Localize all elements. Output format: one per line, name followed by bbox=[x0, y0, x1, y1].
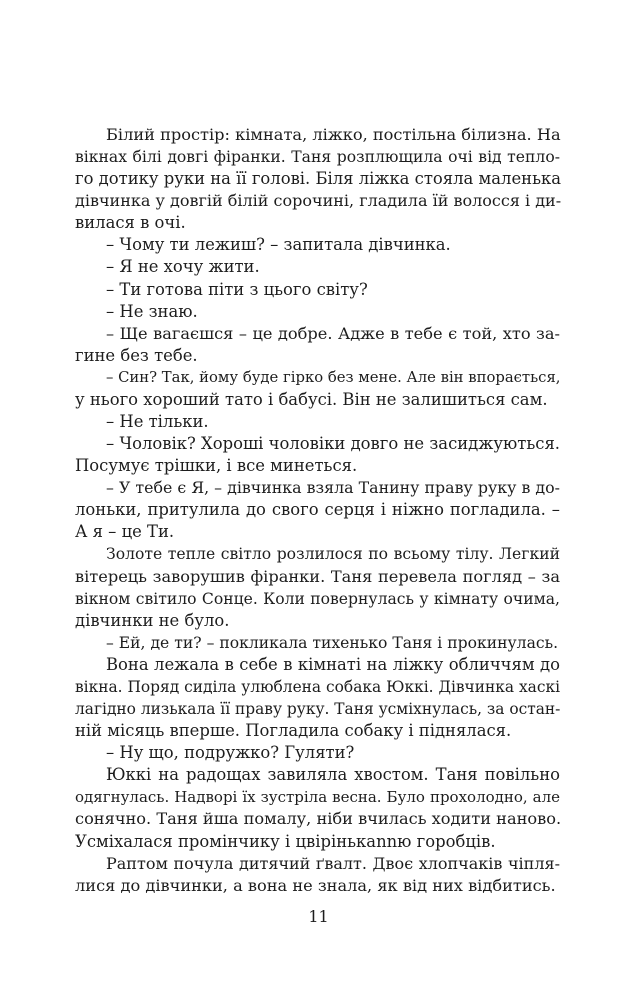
text-line: у нього хороший тато і бабусі. Він не залишиться сам. bbox=[75, 389, 548, 409]
text-line: Усміхалася промінчику і цвірінькannю горобців. bbox=[75, 831, 496, 851]
text-line: лагідно лизькала її праву руку. Таня усміхнулась, за остан- bbox=[75, 700, 561, 719]
text-line: лися до дівчинки, а вона не знала, як від них відбитись. bbox=[75, 875, 556, 895]
text-line: – Я не хочу жити. bbox=[106, 257, 260, 277]
text-line: – Не знаю. bbox=[106, 301, 198, 321]
text-line: Юккі на радощах завиляла хвостом. Таня повільно bbox=[106, 765, 560, 785]
text-line: Золоте тепле світло розлилося по всьому тілу. Легкий bbox=[106, 545, 560, 564]
text-line: вікнах білі довгі фіранки. Таня розплющила очі від тепло- bbox=[75, 148, 560, 167]
text-line: – Ей, де ти? – покликала тихенько Таня і прокинулась. bbox=[106, 633, 559, 652]
text-line: Посумує трішки, і все минеться. bbox=[75, 456, 358, 476]
text-line: лоньки, притулила до свого серця і ніжно погладила. – bbox=[75, 500, 560, 520]
text-line: – Чоловік? Хороші чоловіки довго не засиджуються. bbox=[106, 434, 560, 454]
text-line: – Ну що, подружко? Гуляти? bbox=[106, 743, 355, 763]
text-line: вікна. Поряд сиділа улюблена собака Юккі. Дівчинка хаскі bbox=[75, 677, 560, 696]
text-line: вилася в очі. bbox=[75, 213, 186, 233]
text-line: – Син? Так, йому буде гірко без мене. Але він впорається, bbox=[106, 368, 561, 386]
text-line: – У тебе є Я, – дівчинка взяла Танину праву руку в до- bbox=[106, 478, 560, 498]
text-line: – Чому ти лежиш? – запитала дівчинка. bbox=[106, 235, 451, 255]
text-line: гине без тебе. bbox=[75, 345, 198, 365]
text-line: одягнулась. Надворі їх зустріла весна. Було прохолодно, але bbox=[75, 788, 560, 807]
text-line: – Ти готова піти з цього світу? bbox=[106, 279, 368, 299]
page-number: 11 bbox=[308, 907, 329, 926]
text-line: ній місяць вперше. Погладила собаку і піднялася. bbox=[75, 721, 512, 741]
text-line: вікном світило Сонце. Коли повернулась у кімнату очима, bbox=[75, 589, 560, 608]
text-line: – Не тільки. bbox=[106, 412, 209, 432]
text-line: А я – це Ти. bbox=[75, 522, 175, 542]
text-line: сонячно. Таня йша помалу, ніби вчилась ходити наново. bbox=[75, 809, 562, 829]
text-line: дівчинка у довгій білій сорочині, гладила їй волосся і ди- bbox=[75, 191, 562, 211]
text-line: Білий простір: кімната, ліжко, постільна білизна. На bbox=[106, 125, 561, 144]
text-line: Вона лежала в себе в кімнаті на ліжку обличчям до bbox=[106, 654, 560, 674]
text-line: Раптом почула дитячий ґвалт. Двоє хлопчаків чіпля- bbox=[106, 853, 560, 873]
text-line: дівчинки не було. bbox=[75, 610, 230, 630]
text-line: вітерець заворушив фіранки. Таня перевела погляд – за bbox=[75, 566, 560, 586]
text-line: го дотику руки на її голові. Біля ліжка стояла маленька bbox=[75, 169, 562, 189]
body-text bbox=[75, 124, 560, 897]
text-line: – Ще вагаєшся – це добре. Адже в тебе є той, хто за- bbox=[106, 323, 560, 343]
